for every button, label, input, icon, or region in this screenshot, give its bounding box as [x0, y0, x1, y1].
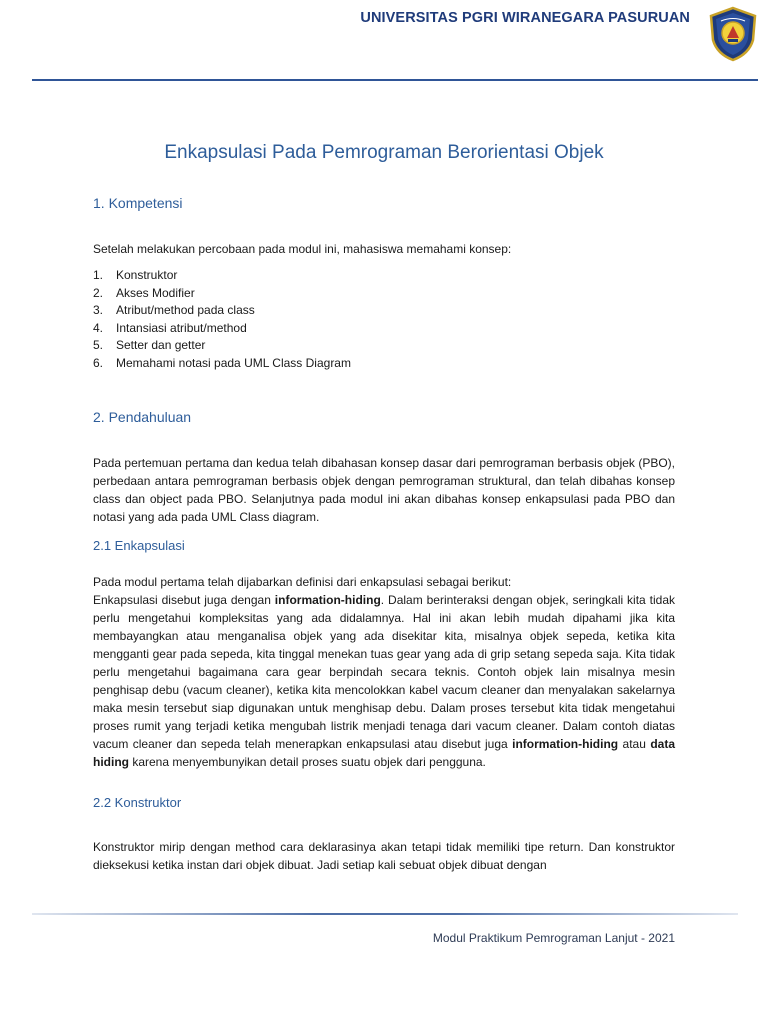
section-heading-enkapsulasi: 2.1 Enkapsulasi	[93, 538, 185, 553]
keyword-information-hiding-2: information-hiding	[512, 737, 619, 751]
keyword-information-hiding: information-hiding	[274, 593, 381, 607]
konstruktor-paragraph: Konstruktor mirip dengan method cara deklarasinya akan tetapi tidak memiliki tipe return. Dan konstruktor dieksekusi ketika instan dari objek dibuat. Jadi setiap kali sebuat objek dibuat dengan	[93, 840, 675, 872]
list-item: 3. Atribut/method pada class	[93, 303, 255, 318]
section-heading-kompetensi: 1. Kompetensi	[93, 195, 183, 211]
keyword-data-hiding: data hiding	[93, 737, 675, 769]
enkapsulasi-paragraph	[93, 573, 675, 771]
footer-divider	[32, 913, 738, 915]
section-heading-konstruktor: 2.2 Konstruktor	[93, 795, 182, 810]
list-item: 1. Konstruktor	[93, 268, 178, 282]
section-heading-pendahuluan: 2. Pendahuluan	[93, 409, 192, 425]
list-item: 2. Akses Modifier	[93, 285, 195, 300]
enkapsulasi-body: Enkapsulasi disebut juga dengan information-hiding. Dalam berinteraksi dengan objek, seringkali kita tidak perlu mengetahui kompleksitas yang ada didalamnya. Hal ini akan lebih mudah dipahami jika kita membayangkan atau menganalisa objek yang ada disekitar kita, misalnya objek sepeda, ketika kita mengganti gear pada sepeda, kita tinggal menekan tuas gear yang ada di grip setang sepeda saja. Kita tidak perlu mengetahui bagaimana cara gear berpindah secara teknis. Contoh objek lain misalnya mesin penghisap debu (vacum cleaner), ketika kita mencolokkan kabel vacum cleaner dan menyalakan sakelarnya maka mesin tersebut siap digunakan untuk menghisap debu. Dalam proses tersebut kita tidak mengetahui proses rumit yang terjadi ketika mengubah listrik menjadi tenaga dari vacum cleaner. Dalam contoh diatas vacum cleaner dan sepeda telah menerapkan enkapsulasi atau disebut juga information-hiding atau data hiding karena menyembunyikan detail proses suatu objek dari pengguna.	[93, 593, 675, 769]
pendahuluan-paragraph: Pada pertemuan pertama dan kedua telah dibahasan konsep dasar dari pemrograman berbasis objek (PBO), perbedaan antara pemrograman berbasis objek dengan pemrograman struktural, dan telah dibahas konsep class dan object pada PBO. Selanjutnya pada modul ini akan dibahas konsep enkapsulasi pada PBO dan notasi yang ada pada UML Class diagram.	[93, 456, 675, 524]
enkapsulasi-lead: Pada modul pertama telah dijabarkan definisi dari enkapsulasi sebagai berikut:	[93, 575, 512, 589]
footer-module-label: Modul Praktikum Pemrograman Lanjut - 2021	[432, 931, 675, 945]
kompetensi-list	[93, 267, 653, 373]
university-shield-logo-icon	[708, 6, 758, 62]
list-item: 5. Setter dan getter	[93, 338, 206, 353]
list-item: 4. Intansiasi atribut/method	[93, 320, 247, 335]
document-title: Enkapsulasi Pada Pemrograman Berorientasi Objek	[164, 142, 604, 163]
university-name: UNIVERSITAS PGRI WIRANEGARA PASURUAN	[360, 10, 690, 26]
header-divider	[32, 79, 758, 81]
list-item: 6. Memahami notasi pada UML Class Diagram	[93, 355, 351, 370]
kompetensi-intro: Setelah melakukan percobaan pada modul ini, mahasiswa memahami konsep:	[93, 242, 512, 256]
